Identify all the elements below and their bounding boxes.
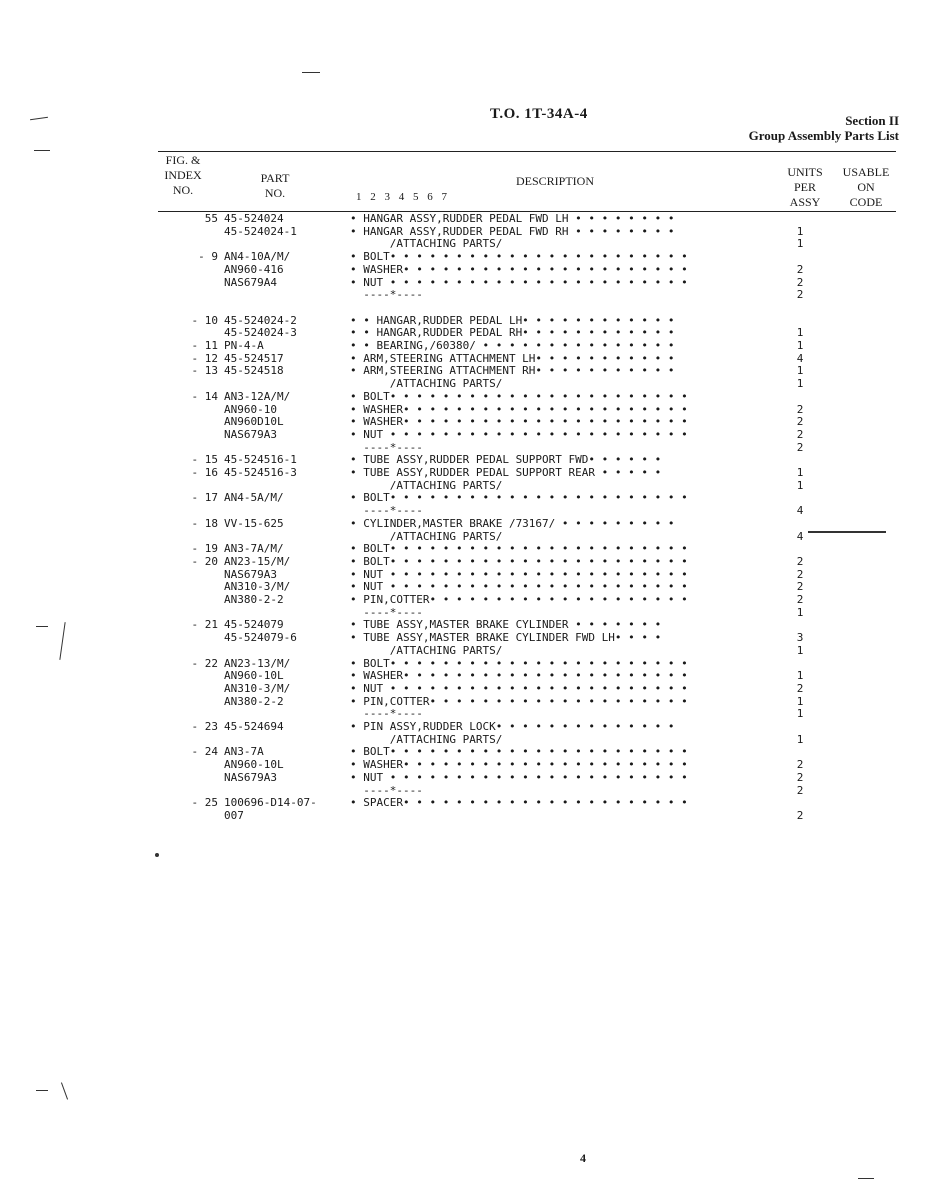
description-cell: ----*---- — [350, 707, 423, 721]
description-cell: • BOLT• • • • • • • • • • • • • • • • • • • • • • • — [350, 491, 688, 505]
table-row — [0, 784, 927, 797]
part-number-cell: AN960-416 — [224, 262, 284, 276]
part-number-cell: PN-4-A — [224, 339, 264, 352]
scan-mark — [36, 1090, 48, 1091]
units-cell: 1 — [796, 377, 804, 391]
table-row — [0, 631, 927, 644]
part-number-cell: 45-524516-3 — [224, 466, 297, 479]
index-cell: - 13 — [191, 364, 218, 378]
table-row — [0, 415, 927, 428]
description-cell: • WASHER• • • • • • • • • • • • • • • • • • • • • • — [350, 669, 688, 683]
part-number-cell: AN4-10A/M/ — [224, 250, 291, 264]
part-number-cell: AN960-10L — [224, 669, 284, 683]
units-cell: 2 — [796, 275, 804, 289]
part-number-cell: NAS679A4 — [224, 275, 277, 289]
table-row — [0, 796, 927, 809]
description-cell: /ATTACHING PARTS/ — [350, 732, 503, 746]
index-cell: - 22 — [191, 656, 218, 670]
table-row — [0, 593, 927, 606]
index-cell: - 9 — [198, 250, 218, 264]
section-title: Section II — [845, 113, 899, 128]
units-cell: 1 — [796, 707, 804, 721]
description-cell: /ATTACHING PARTS/ — [350, 237, 503, 251]
index-cell: - 25 — [191, 796, 218, 810]
units-cell: 2 — [796, 758, 804, 772]
part-number-cell: 45-524517 — [224, 351, 284, 365]
table-row — [0, 479, 927, 492]
description-cell: • NUT • • • • • • • • • • • • • • • • • • • • • • • — [350, 567, 688, 581]
index-cell: - 18 — [191, 516, 218, 530]
table-row — [0, 745, 927, 758]
table-row — [0, 568, 927, 581]
table-row — [0, 276, 927, 289]
description-cell: • BOLT• • • • • • • • • • • • • • • • • • • • • • • — [350, 389, 688, 403]
table-row — [0, 733, 927, 746]
group-title: Group Assembly Parts List — [748, 128, 899, 143]
header-code-line3: CODE — [849, 195, 883, 209]
description-cell: • BOLT• • • • • • • • • • • • • • • • • • • • • • • — [350, 745, 688, 759]
part-number-cell: NAS679A3 — [224, 567, 277, 581]
table-row — [0, 212, 927, 225]
description-cell: • TUBE ASSY,RUDDER PEDAL SUPPORT FWD• • • • • • — [350, 453, 662, 467]
table-row — [0, 657, 927, 670]
scan-mark — [34, 150, 50, 151]
table-row — [0, 517, 927, 530]
description-cell: ----*---- — [350, 605, 423, 619]
units-cell: 4 — [796, 351, 804, 365]
description-cell: • NUT • • • • • • • • • • • • • • • • • • • • • • • — [350, 275, 688, 289]
table-row — [0, 542, 927, 555]
table-row — [0, 809, 927, 822]
table-row — [0, 453, 927, 466]
header-units-line2: PER — [793, 180, 816, 194]
description-cell: /ATTACHING PARTS/ — [350, 529, 503, 543]
description-cell: • TUBE ASSY,MASTER BRAKE CYLINDER FWD LH• • • • — [350, 631, 662, 645]
units-cell: 4 — [796, 529, 804, 543]
scan-mark — [61, 1082, 68, 1099]
part-number-cell: AN380-2-2 — [224, 694, 284, 708]
units-cell: 1 — [796, 669, 804, 683]
table-row — [0, 364, 927, 377]
units-cell: 1 — [796, 478, 804, 492]
description-cell: • • HANGAR,RUDDER PEDAL RH• • • • • • • • • • • • — [350, 326, 675, 340]
description-cell: • CYLINDER,MASTER BRAKE /73167/ • • • • • • • • • — [350, 516, 675, 530]
table-row — [0, 606, 927, 619]
description-cell: ----*---- — [350, 504, 423, 518]
part-number-cell: AN960-10 — [224, 402, 277, 416]
description-cell: • BOLT• • • • • • • • • • • • • • • • • • • • • • • — [350, 554, 688, 568]
table-row — [0, 250, 927, 263]
table-row — [0, 225, 927, 238]
table-row — [0, 237, 927, 250]
underline-mark — [808, 531, 886, 533]
scan-mark — [30, 117, 48, 120]
description-cell: • WASHER• • • • • • • • • • • • • • • • • • • • • • — [350, 402, 688, 416]
part-number-cell: 45-524024 — [224, 212, 284, 225]
index-cell: - 24 — [191, 745, 218, 759]
description-cell: /ATTACHING PARTS/ — [350, 377, 503, 391]
scan-mark — [36, 626, 48, 627]
index-cell: - 20 — [191, 554, 218, 568]
table-row — [0, 707, 927, 720]
table-row — [0, 720, 927, 733]
table-row — [0, 339, 927, 352]
table-row — [0, 504, 927, 517]
description-cell: • ARM,STEERING ATTACHMENT RH• • • • • • • • • • • — [350, 364, 675, 378]
description-cell: /ATTACHING PARTS/ — [350, 478, 503, 492]
units-cell: 2 — [796, 681, 804, 695]
table-row — [0, 288, 927, 301]
description-cell: • TUBE ASSY,RUDDER PEDAL SUPPORT REAR • • • • • — [350, 466, 662, 479]
part-number-cell: AN960-10L — [224, 758, 284, 772]
part-number-cell: AN310-3/M/ — [224, 580, 291, 594]
units-cell: 4 — [796, 504, 804, 518]
to-number: T.O. 1T-34A-4 — [490, 106, 588, 122]
part-number-cell: 45-524024-3 — [224, 326, 297, 340]
description-cell: • HANGAR ASSY,RUDDER PEDAL FWD RH • • • • • • • • — [350, 224, 675, 238]
units-cell: 2 — [796, 440, 804, 454]
units-cell: 2 — [796, 580, 804, 594]
index-cell: - 11 — [191, 339, 218, 352]
units-cell: 1 — [796, 224, 804, 238]
units-cell: 1 — [796, 237, 804, 251]
part-number-cell: AN4-5A/M/ — [224, 491, 284, 505]
header-fig-index — [148, 153, 218, 198]
table-row — [0, 466, 927, 479]
table-row — [0, 758, 927, 771]
units-cell: 1 — [796, 326, 804, 340]
header-fig-index-line1: FIG. & — [165, 153, 201, 167]
description-cell: • SPACER• • • • • • • • • • • • • • • • • • • • • • — [350, 796, 688, 810]
header-part-line1: PART — [260, 171, 290, 185]
part-number-cell: AN23-15/M/ — [224, 554, 291, 568]
units-cell: 2 — [796, 567, 804, 581]
table-row — [0, 377, 927, 390]
description-cell: • NUT • • • • • • • • • • • • • • • • • • • • • • • — [350, 681, 688, 695]
part-number-cell: 45-524024-2 — [224, 313, 297, 327]
scan-mark — [858, 1178, 874, 1179]
part-number-cell: VV-15-625 — [224, 516, 284, 530]
header-usable-on-code — [836, 165, 896, 210]
part-number-cell: AN3-12A/M/ — [224, 389, 291, 403]
description-cell: • HANGAR ASSY,RUDDER PEDAL FWD LH • • • • • • • • — [350, 212, 675, 225]
header-part-line2: NO. — [264, 186, 286, 200]
header-fig-index-line3: NO. — [172, 183, 194, 197]
part-number-cell: NAS679A3 — [224, 770, 277, 784]
index-cell: - 17 — [191, 491, 218, 505]
index-cell: - 15 — [191, 453, 218, 467]
description-cell: • BOLT• • • • • • • • • • • • • • • • • • • • • • • — [350, 542, 688, 556]
part-number-cell: 45-524079 — [224, 618, 284, 632]
index-cell: - 16 — [191, 466, 218, 479]
index-cell: - 10 — [191, 313, 218, 327]
part-number-cell: NAS679A3 — [224, 427, 277, 441]
units-cell: 2 — [796, 593, 804, 606]
table-row — [0, 403, 927, 416]
header-part-no — [240, 171, 310, 201]
description-cell: • PIN ASSY,RUDDER LOCK• • • • • • • • • • • • • • — [350, 720, 675, 733]
units-cell: 1 — [796, 694, 804, 708]
header-code-line1: USABLE — [842, 165, 890, 179]
units-cell: 2 — [796, 288, 804, 302]
description-cell: • • HANGAR,RUDDER PEDAL LH• • • • • • • • • • • • — [350, 313, 675, 327]
table-row — [0, 618, 927, 631]
description-cell: • NUT • • • • • • • • • • • • • • • • • • • • • • • — [350, 427, 688, 441]
part-number-cell: 45-524079-6 — [224, 631, 297, 645]
part-number-cell: AN960D10L — [224, 415, 284, 429]
part-number-cell: AN3-7A — [224, 745, 264, 759]
units-cell: 1 — [796, 364, 804, 378]
description-cell: • BOLT• • • • • • • • • • • • • • • • • • • • • • • — [350, 250, 688, 264]
table-row — [0, 428, 927, 441]
index-cell: - 14 — [191, 389, 218, 403]
header-description: DESCRIPTION — [515, 174, 594, 188]
description-cell: • TUBE ASSY,MASTER BRAKE CYLINDER • • • • • • • — [350, 618, 662, 632]
part-number-cell: AN310-3/M/ — [224, 681, 291, 695]
table-row — [0, 644, 927, 657]
units-cell: 2 — [796, 415, 804, 429]
table-row — [0, 441, 927, 454]
description-cell: • WASHER• • • • • • • • • • • • • • • • • • • • • • — [350, 262, 688, 276]
table-row — [0, 555, 927, 568]
index-cell: - 12 — [191, 351, 218, 365]
page-number: 4 — [580, 1151, 586, 1165]
index-cell: - 19 — [191, 542, 218, 556]
table-row — [0, 695, 927, 708]
table-row — [0, 326, 927, 339]
part-number-cell: 45-524518 — [224, 364, 284, 378]
description-cell: • WASHER• • • • • • • • • • • • • • • • • • • • • • — [350, 758, 688, 772]
table-row — [0, 263, 927, 276]
description-cell: • NUT • • • • • • • • • • • • • • • • • • • • • • • — [350, 770, 688, 784]
part-number-cell: 100696-D14-07- — [224, 796, 317, 810]
part-number-cell: 007 — [224, 808, 244, 822]
units-cell: 2 — [796, 262, 804, 276]
table-row — [0, 491, 927, 504]
header-indent-levels: 1 2 3 4 5 6 7 — [356, 191, 450, 203]
units-cell: 1 — [796, 466, 804, 479]
table-row — [0, 314, 927, 327]
index-cell: - 21 — [191, 618, 218, 632]
units-cell: 2 — [796, 770, 804, 784]
header-code-line2: ON — [857, 180, 875, 194]
header-units-per-assy — [775, 165, 835, 210]
description-cell: • • BEARING,/60380/ • • • • • • • • • • • • • • • — [350, 339, 675, 352]
description-cell: • NUT • • • • • • • • • • • • • • • • • • • • • • • — [350, 580, 688, 594]
part-number-cell: 45-524694 — [224, 720, 284, 733]
description-cell: • ARM,STEERING ATTACHMENT LH• • • • • • • • • • • — [350, 351, 675, 365]
description-cell: ----*---- — [350, 440, 423, 454]
index-cell: 55 — [204, 212, 218, 225]
scan-mark — [302, 72, 320, 73]
units-cell: 3 — [796, 631, 804, 645]
units-cell: 1 — [796, 605, 804, 619]
part-number-cell: AN3-7A/M/ — [224, 542, 284, 556]
description-cell: • BOLT• • • • • • • • • • • • • • • • • • • • • • • — [350, 656, 688, 670]
units-cell: 2 — [796, 554, 804, 568]
table-row — [0, 352, 927, 365]
units-cell: 2 — [796, 808, 804, 822]
description-cell: ----*---- — [350, 783, 423, 797]
part-number-cell: AN23-13/M/ — [224, 656, 291, 670]
description-cell: ----*---- — [350, 288, 423, 302]
table-row — [0, 301, 927, 314]
part-number-cell: 45-524024-1 — [224, 224, 297, 238]
description-cell: • PIN,COTTER• • • • • • • • • • • • • • • • • • • • — [350, 694, 688, 708]
table-row — [0, 669, 927, 682]
part-number-cell: 45-524516-1 — [224, 453, 297, 467]
units-cell: 1 — [796, 339, 804, 352]
header-units-line3: ASSY — [789, 195, 821, 209]
table-row — [0, 390, 927, 403]
description-cell: /ATTACHING PARTS/ — [350, 643, 503, 657]
units-cell: 2 — [796, 783, 804, 797]
header-fig-index-line2: INDEX — [164, 168, 202, 182]
units-cell: 2 — [796, 402, 804, 416]
table-row — [0, 580, 927, 593]
part-number-cell: AN380-2-2 — [224, 593, 284, 606]
units-cell: 2 — [796, 427, 804, 441]
index-cell: - 23 — [191, 720, 218, 733]
units-cell: 1 — [796, 643, 804, 657]
table-row — [0, 771, 927, 784]
header-units-line1: UNITS — [787, 165, 823, 179]
table-row — [0, 682, 927, 695]
description-cell: • WASHER• • • • • • • • • • • • • • • • • • • • • • — [350, 415, 688, 429]
description-cell: • PIN,COTTER• • • • • • • • • • • • • • • • • • • • — [350, 593, 688, 606]
table-row — [0, 530, 927, 543]
units-cell: 1 — [796, 732, 804, 746]
rule-top — [158, 151, 896, 152]
scan-mark — [155, 853, 159, 857]
